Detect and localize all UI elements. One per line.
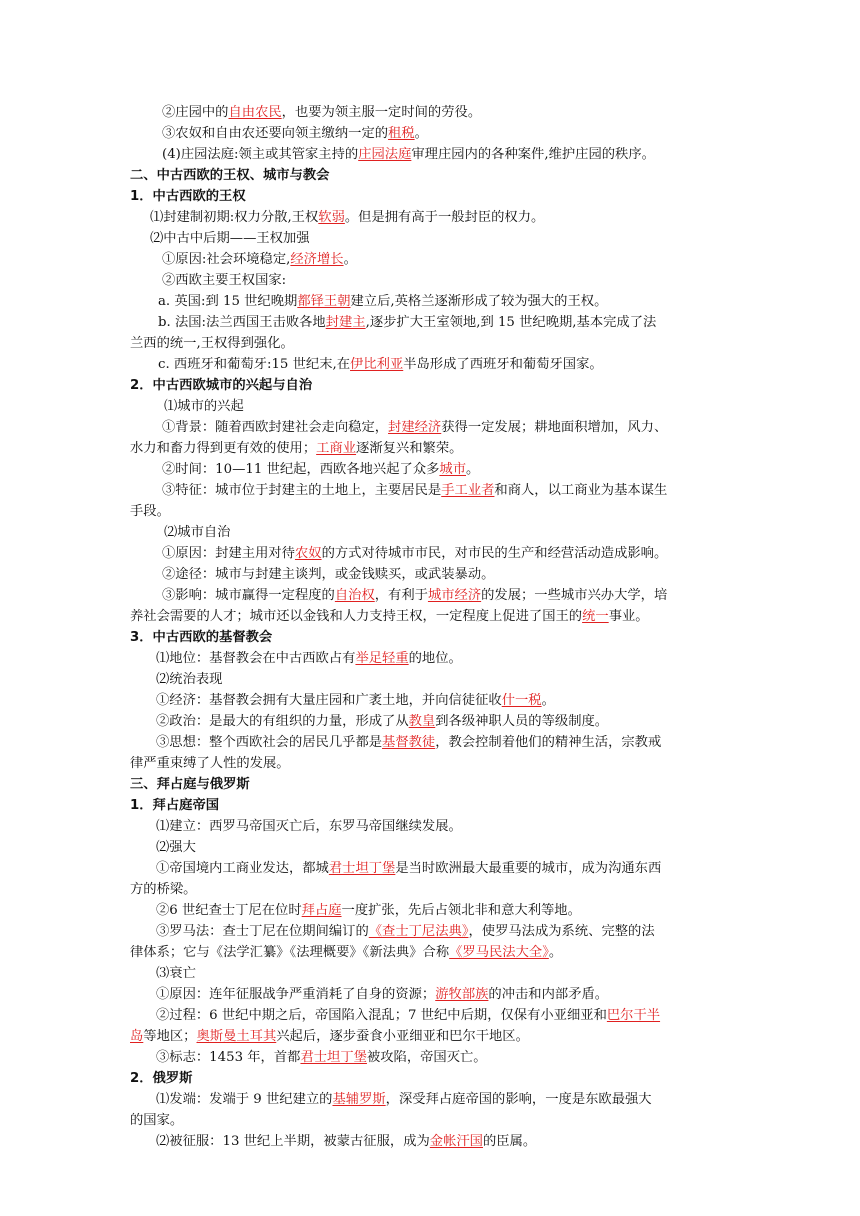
text-run: ①原因：连年征服战争严重消耗了自身的资源； <box>156 987 436 1002</box>
text-run: 的臣属。 <box>482 1134 537 1149</box>
section-heading <box>130 375 735 396</box>
text-run: ①帝国境内工商业发达，都城 <box>156 861 329 876</box>
text-run: ③标志：1453 年，首都 <box>156 1050 301 1065</box>
text-line <box>130 690 735 711</box>
text-run: 。 <box>343 252 357 267</box>
keyword-highlight: 庄园法庭 <box>358 147 412 162</box>
text-run: 。 <box>414 126 428 141</box>
text-line <box>130 837 735 858</box>
text-line <box>130 144 735 165</box>
text-run: ②过程：6 世纪中期之后，帝国陷入混乱；7 世纪中后期，仅保有小亚细亚和 <box>156 1008 607 1023</box>
text-run: ⑵强大 <box>156 840 196 855</box>
keyword-highlight: 基辅罗斯 <box>332 1092 386 1107</box>
text-line <box>130 438 735 459</box>
text-run: 兴起后，逐步蚕食小亚细亚和巴尔干地区。 <box>276 1029 529 1044</box>
text-line <box>130 396 735 417</box>
keyword-highlight: 游牧部族 <box>435 987 489 1002</box>
text-line <box>130 270 735 291</box>
keyword-highlight: 君士坦丁堡 <box>328 861 396 876</box>
text-run: 二、中古西欧的王权、城市与教会 <box>130 168 330 183</box>
text-run: c. 西班牙和葡萄牙:15 世纪末,在 <box>158 357 351 372</box>
section-heading <box>130 1068 735 1089</box>
keyword-highlight: 《罗马民法大全》 <box>449 945 549 960</box>
text-run: ①原因:社会环境稳定, <box>162 252 291 267</box>
text-line <box>130 606 735 627</box>
text-run: 的发展；一些城市兴办大学，培 <box>481 588 668 603</box>
text-run: ②6 世纪查士丁尼在位时 <box>156 903 302 918</box>
text-run: ③农奴和自由农还要向领主缴纳一定的 <box>162 126 389 141</box>
text-run: ⑵统治表现 <box>156 672 223 687</box>
text-run: ⑶衰亡 <box>156 966 196 981</box>
text-line <box>130 102 735 123</box>
text-run: 律严重束缚了人性的发展。 <box>130 756 290 771</box>
text-run: 的方式对待城市市民，对市民的生产和经营活动造成影响。 <box>321 546 668 561</box>
keyword-highlight: 封建经济 <box>388 420 442 435</box>
text-run: ，教会控制着他们的精神生活，宗教戒 <box>435 735 662 750</box>
text-run: ③特征：城市位于封建主的土地上，主要居民是 <box>162 483 442 498</box>
keyword-highlight: 城市经济 <box>427 588 482 603</box>
text-line <box>130 480 735 501</box>
section-heading <box>130 186 735 207</box>
text-run: ①原因：封建主用对待 <box>162 546 295 561</box>
text-run: 一度扩张，先后占领北非和意大利等地。 <box>341 903 581 918</box>
text-run: 2．中古西欧城市的兴起与自治 <box>130 378 313 393</box>
text-run: 三、拜占庭与俄罗斯 <box>130 777 250 792</box>
text-run: ，也要为领主服一定时间的劳役。 <box>281 105 482 120</box>
keyword-highlight: 都铎王朝 <box>297 294 351 309</box>
keyword-highlight: 什一税 <box>501 693 542 708</box>
text-run: ②政治：是最大的有组织的力量，形成了从 <box>156 714 409 729</box>
text-run: 律体系；它与《法学汇纂》《法理概要》《新法典》合称 <box>130 945 450 960</box>
text-run: 半岛形成了西班牙和葡萄牙国家。 <box>403 357 603 372</box>
text-run: ①背景：随着西欧封建社会走向稳定， <box>162 420 389 435</box>
text-line <box>130 228 735 249</box>
text-line <box>130 1110 735 1131</box>
text-line <box>130 459 735 480</box>
text-run: ⑵中古中后期——王权加强 <box>150 231 310 246</box>
text-run: 的国家。 <box>130 1113 184 1128</box>
text-line <box>130 669 735 690</box>
text-line <box>130 1131 735 1152</box>
text-line <box>130 900 735 921</box>
text-line <box>130 291 735 312</box>
text-run: 。 <box>541 693 555 708</box>
keyword-highlight: 举足轻重 <box>355 651 409 666</box>
text-run: 是当时欧洲最大最重要的城市，成为沟通东西 <box>395 861 662 876</box>
text-run: b. 法国:法兰西国王击败各地 <box>158 315 326 330</box>
text-line <box>130 648 735 669</box>
text-run: 2．俄罗斯 <box>130 1071 193 1086</box>
keyword-highlight: 拜占庭 <box>301 903 342 918</box>
section-heading <box>130 774 735 795</box>
text-line <box>130 417 735 438</box>
keyword-highlight: 租税 <box>388 126 415 141</box>
text-run: ②西欧主要王权国家: <box>162 273 287 288</box>
text-line <box>130 501 735 522</box>
text-line <box>130 312 735 333</box>
keyword-highlight: 农奴 <box>294 546 322 561</box>
text-line <box>130 249 735 270</box>
text-run: 手段。 <box>130 504 170 519</box>
text-run: ，使罗马法成为系统、完整的法 <box>468 924 655 939</box>
section-heading <box>130 627 735 648</box>
text-run: ③影响：城市赢得一定程度的 <box>162 588 335 603</box>
text-line <box>130 585 735 606</box>
text-line <box>130 564 735 585</box>
keyword-highlight: 奥斯曼土耳其 <box>196 1029 277 1044</box>
text-run: 逐渐复兴和繁荣。 <box>356 441 463 456</box>
document-body <box>130 102 735 1152</box>
text-run: ②时间：10—11 世纪起，西欧各地兴起了众多 <box>162 462 440 477</box>
keyword-highlight: 工商业 <box>316 441 357 456</box>
text-run: 兰西的统一,王权得到强化。 <box>130 336 294 351</box>
text-run: ③思想：整个西欧社会的居民几乎都是 <box>156 735 383 750</box>
text-run: 到各级神职人员的等级制度。 <box>435 714 609 729</box>
keyword-highlight: 经济增长 <box>290 252 344 267</box>
text-run: ③罗马法：查士丁尼在位期间编订的 <box>156 924 369 939</box>
text-line <box>130 879 735 900</box>
keyword-highlight: 教皇 <box>408 714 436 729</box>
keyword-highlight: 伊比利亚 <box>350 357 404 372</box>
text-run: 等地区； <box>143 1029 197 1044</box>
text-line <box>130 816 735 837</box>
text-line <box>130 984 735 1005</box>
text-run: ⑴城市的兴起 <box>164 399 244 414</box>
text-run: ⑴发端：发端于 9 世纪建立的 <box>156 1092 333 1107</box>
text-run: 的地位。 <box>408 651 462 666</box>
text-run: 的冲击和内部矛盾。 <box>488 987 609 1002</box>
text-line <box>130 543 735 564</box>
text-run: a. 英国:到 15 世纪晚期 <box>158 294 298 309</box>
keyword-highlight: 巴尔干半 <box>606 1008 661 1023</box>
text-run: 。 <box>466 462 480 477</box>
text-line <box>130 1047 735 1068</box>
text-line <box>130 711 735 732</box>
text-line <box>130 1005 735 1026</box>
text-line <box>130 732 735 753</box>
keyword-highlight: 软弱 <box>318 210 345 225</box>
text-run: ②庄园中的 <box>162 105 229 120</box>
keyword-highlight: 君士坦丁堡 <box>300 1050 367 1065</box>
text-line <box>130 963 735 984</box>
text-line <box>130 1026 735 1047</box>
text-run: 和商人，以工商业为基本谋生 <box>494 483 668 498</box>
text-run: 水力和畜力得到更有效的使用； <box>130 441 317 456</box>
text-line <box>130 522 735 543</box>
text-run: ，深受拜占庭帝国的影响，一度是东欧最强大 <box>385 1092 652 1107</box>
text-run: 建立后,英格兰逐渐形成了较为强大的王权。 <box>350 294 608 309</box>
text-run: 。但是拥有高于一般封臣的权力。 <box>344 210 545 225</box>
text-run: 养社会需要的人才；城市还以金钱和人力支持王权，一定程度上促进了国王的 <box>130 609 583 624</box>
text-run: 方的桥梁。 <box>130 882 197 897</box>
section-heading <box>130 795 735 816</box>
text-run: 审理庄园内的各种案件,维护庄园的秩序。 <box>411 147 655 162</box>
text-line <box>130 942 735 963</box>
keyword-highlight: 《查士丁尼法典》 <box>368 924 469 939</box>
text-line <box>130 858 735 879</box>
text-line <box>130 333 735 354</box>
text-run: 事业。 <box>608 609 649 624</box>
text-run: (4)庄园法庭:领主或其管家主持的 <box>162 147 359 162</box>
text-run: ⑴封建制初期:权力分散,王权 <box>150 210 319 225</box>
keyword-highlight: 封建主 <box>325 315 366 330</box>
text-run: ，有利于 <box>374 588 428 603</box>
text-run: ,逐步扩大王室领地,到 15 世纪晚期,基本完成了法 <box>365 315 657 330</box>
text-run: 。 <box>548 945 563 960</box>
keyword-highlight: 城市 <box>439 462 467 477</box>
text-line <box>130 354 735 375</box>
text-run: 获得一定发展；耕地面积增加，风力、 <box>441 420 668 435</box>
keyword-highlight: 自由农民 <box>228 105 282 120</box>
text-run: ⑴建立：西罗马帝国灭亡后，东罗马帝国继续发展。 <box>156 819 462 834</box>
text-run: ⑴地位：基督教会在中古西欧占有 <box>156 651 356 666</box>
text-run: ⑵城市自治 <box>164 525 231 540</box>
keyword-highlight: 手工业者 <box>441 483 495 498</box>
section-heading <box>130 165 735 186</box>
text-run: ②途径：城市与封建主谈判，或金钱赎买，或武装暴动。 <box>162 567 495 582</box>
text-line <box>130 207 735 228</box>
text-line <box>130 753 735 774</box>
text-run: ⑵被征服：13 世纪上半期，被蒙古征服，成为 <box>156 1134 430 1149</box>
text-line <box>130 1089 735 1110</box>
keyword-highlight: 岛 <box>130 1029 144 1044</box>
keyword-highlight: 自治权 <box>334 588 375 603</box>
text-run: ①经济：基督教会拥有大量庄园和广袤土地，并向信徒征收 <box>156 693 502 708</box>
text-line <box>130 123 735 144</box>
text-run: 3．中古西欧的基督教会 <box>130 630 273 645</box>
text-run: 被攻陷，帝国灭亡。 <box>366 1050 487 1065</box>
text-run: 1．拜占庭帝国 <box>130 798 220 813</box>
keyword-highlight: 基督教徒 <box>382 735 436 750</box>
keyword-highlight: 统一 <box>582 609 609 624</box>
text-line <box>130 921 735 942</box>
text-run: 1．中古西欧的王权 <box>130 189 246 204</box>
keyword-highlight: 金帐汗国 <box>429 1134 483 1149</box>
